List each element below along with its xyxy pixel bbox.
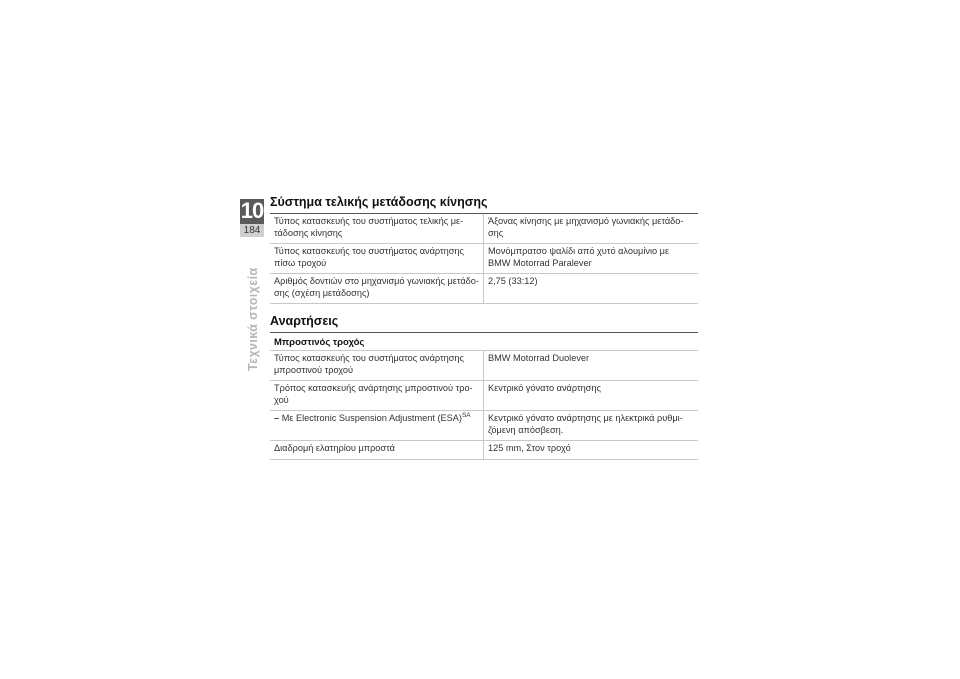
option-label: Με Electronic Suspension Adjustment (ESA) <box>281 413 462 423</box>
dash-marker: – <box>274 413 280 423</box>
special-accessory-marker: SA <box>461 411 471 419</box>
row-label: Τύπος κατασκευής του συστήματος ανάρτησης μπροστινού τροχού <box>270 351 484 381</box>
row-label: Αριθμός δοντιών στο μηχανισμό γωνιακής μετάδο-σης (σχέση μετάδοσης) <box>270 274 484 304</box>
row-value: Κεντρικό γόνατο ανάρτησης <box>484 381 699 411</box>
suspension-table <box>270 351 698 460</box>
page-number: 184 <box>240 224 264 237</box>
table-row <box>270 441 698 460</box>
table-row <box>270 274 698 304</box>
table-row <box>270 214 698 244</box>
table-row <box>270 244 698 274</box>
subsection-title-front-wheel: Μπροστινός τροχός <box>270 333 698 351</box>
section-title-suspension: Αναρτήσεις <box>270 314 698 333</box>
table-row <box>270 381 698 411</box>
row-label-option <box>270 411 484 441</box>
row-value: Άξονας κίνησης με μηχανισμό γωνιακής μετάδο-σης <box>484 214 699 244</box>
row-value: Κεντρικό γόνατο ανάρτησης με ηλεκτρικά ρυθμι-ζόμενη απόσβεση. <box>484 411 699 441</box>
row-value: 2,75 (33:12) <box>484 274 699 304</box>
row-label: Τύπος κατασκευής του συστήματος ανάρτησης πίσω τροχού <box>270 244 484 274</box>
row-value: 125 mm, Στον τροχό <box>484 441 699 460</box>
final-drive-table <box>270 214 698 304</box>
row-value: BMW Motorrad Duolever <box>484 351 699 381</box>
row-label: Διαδρομή ελατηρίου μπροστά <box>270 441 484 460</box>
table-row <box>270 411 698 441</box>
page-content <box>270 195 698 460</box>
row-label: Τρόπος κατασκευής ανάρτησης μπροστινού τρο-χού <box>270 381 484 411</box>
section-title-final-drive: Σύστημα τελικής μετάδοσης κίνησης <box>270 195 698 214</box>
table-row <box>270 351 698 381</box>
row-value: Μονόμπρατσο ψαλίδι από χυτό αλουμίνιο με BMW Motorrad Paralever <box>484 244 699 274</box>
chapter-side-title: Τεχνικά στοιχεία <box>246 267 260 371</box>
chapter-number: 10 <box>240 198 264 223</box>
row-label: Τύπος κατασκευής του συστήματος τελικής με-τάδοσης κίνησης <box>270 214 484 244</box>
